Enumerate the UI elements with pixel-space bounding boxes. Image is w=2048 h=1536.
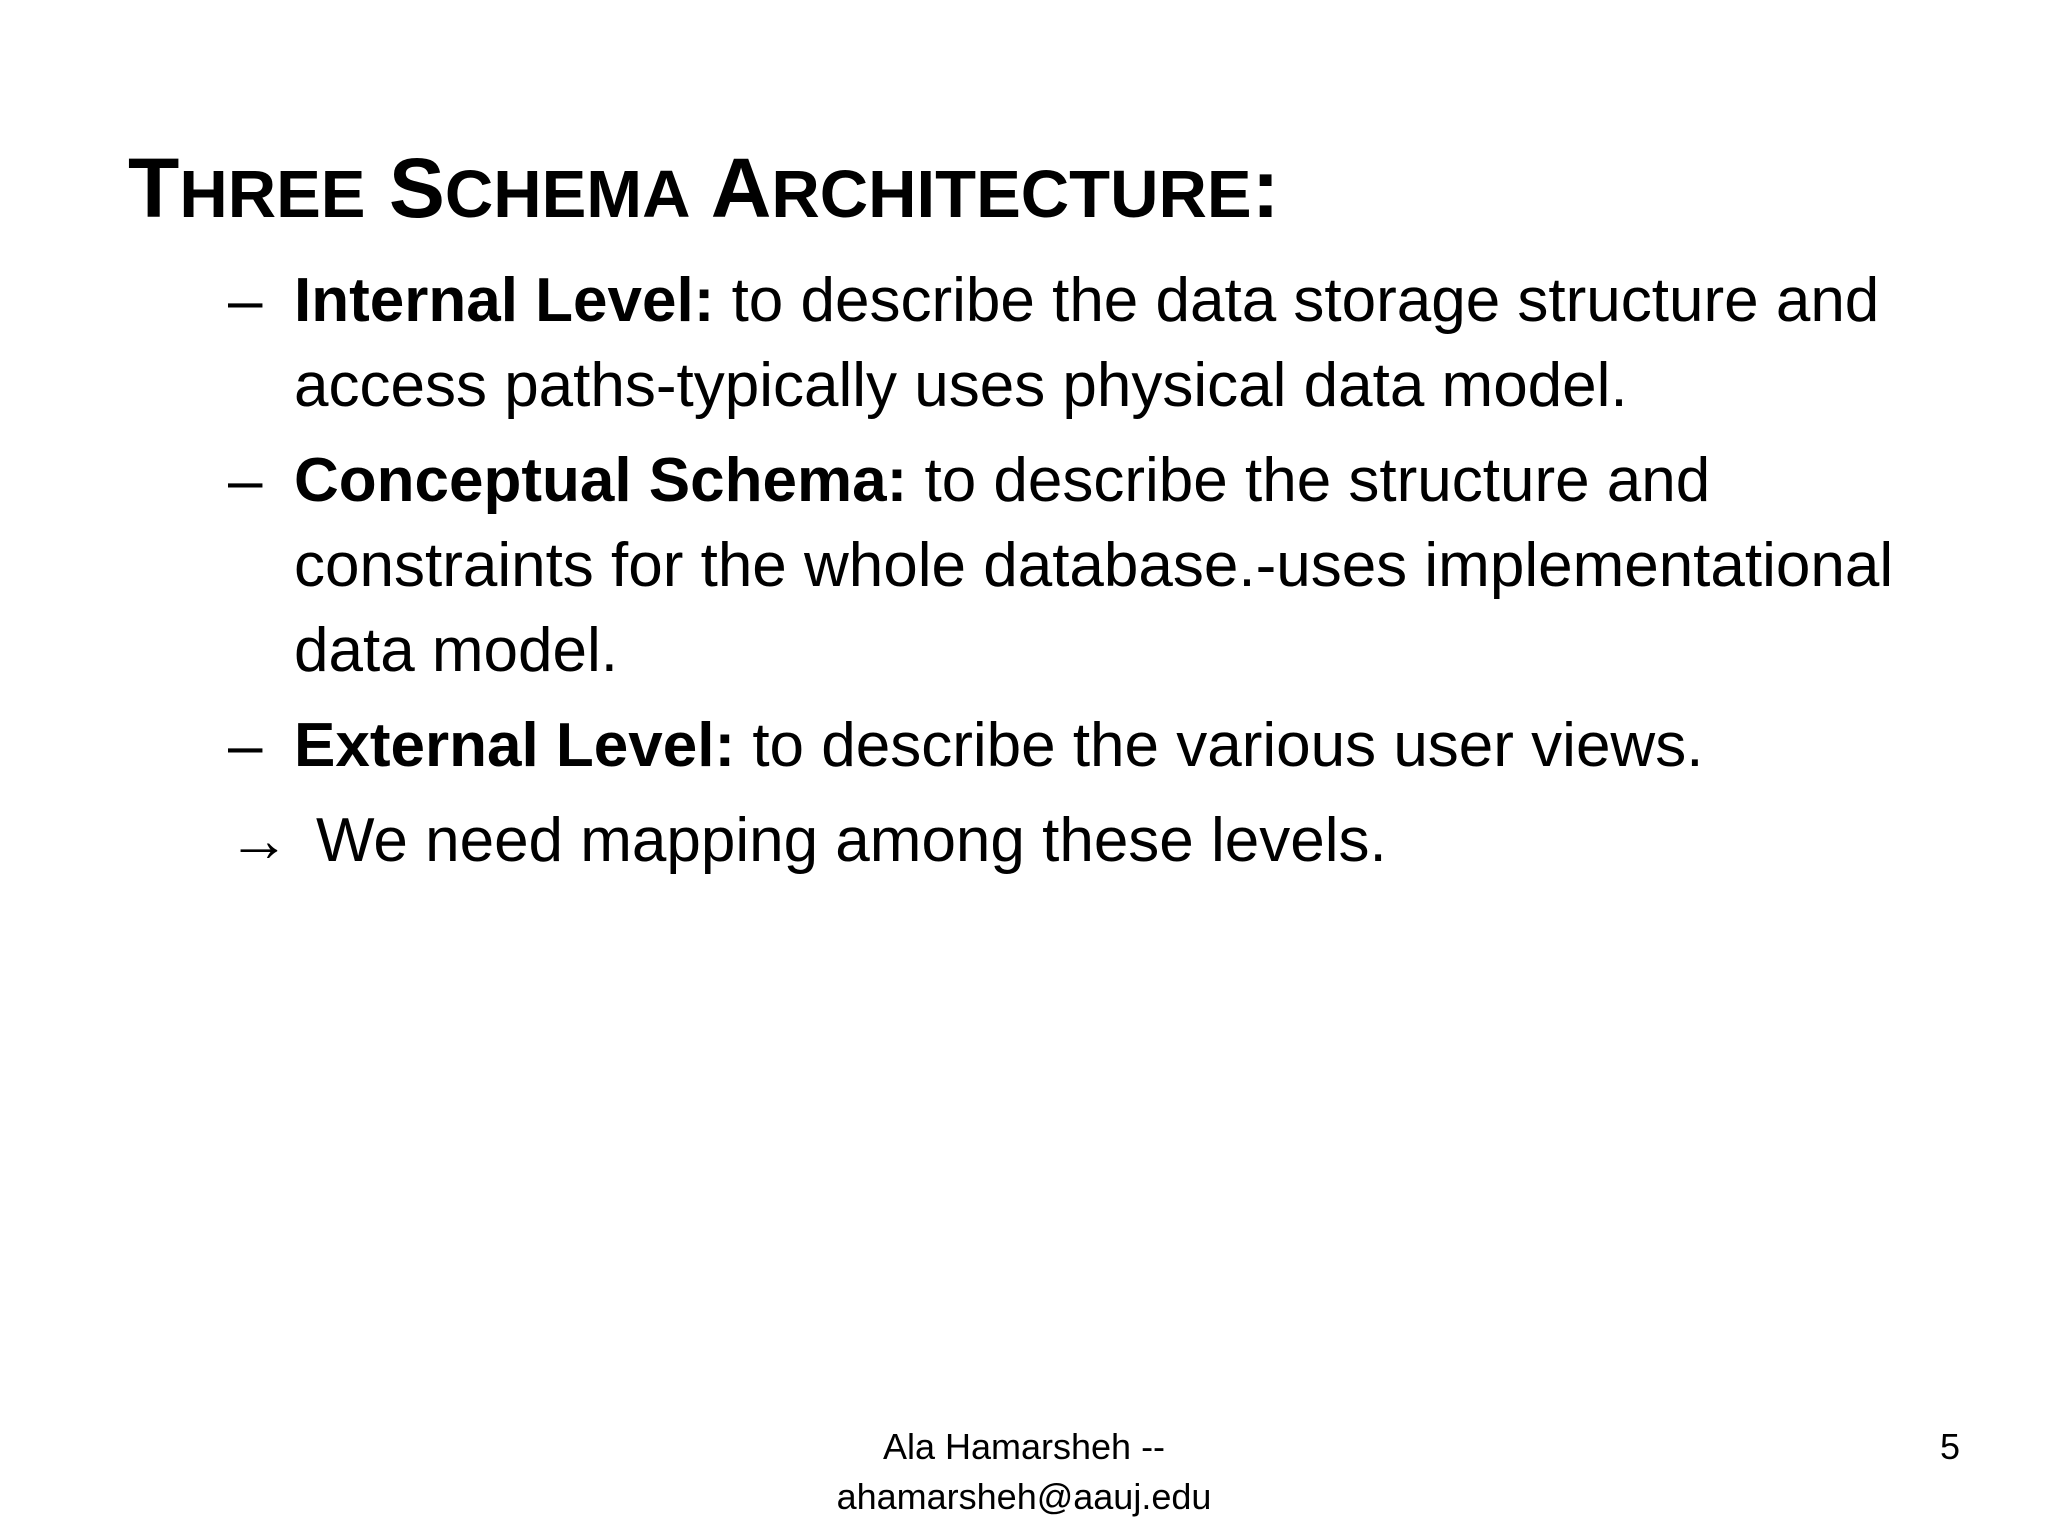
bullet-text: to describe the structure and constraints for the whole database.-uses implementational data model. xyxy=(294,446,1894,685)
title-part3-cap: A xyxy=(710,141,772,235)
bullet-text: to describe the data storage structure and access paths-typically uses physical data model. xyxy=(294,266,1880,420)
title-part1-rest: HREE xyxy=(179,157,366,232)
bullet-conceptual-schema xyxy=(228,438,1988,693)
page-number: 5 xyxy=(1939,1426,1960,1467)
bullet-text: to describe the various user views. xyxy=(735,711,1704,780)
bullet-term: External Level: xyxy=(294,711,736,780)
right-arrow-icon: → xyxy=(228,806,290,875)
bullet-term: Internal Level: xyxy=(294,266,715,335)
bullet-term: Conceptual Schema: xyxy=(294,446,908,515)
bullet-internal-level xyxy=(228,258,1988,428)
dash-marker: – xyxy=(228,266,263,335)
title-part1-cap: T xyxy=(128,141,180,235)
slide-title xyxy=(128,138,1280,245)
bullet-external-level xyxy=(228,703,1988,788)
bullet-list xyxy=(228,258,1988,883)
footer-author xyxy=(0,1422,2048,1522)
title-part2-rest: CHEMA xyxy=(444,157,691,232)
title-part3-rest: RCHITECTURE xyxy=(771,157,1252,232)
dash-marker: – xyxy=(228,446,263,515)
title-colon: : xyxy=(1251,141,1280,235)
note-text: We need mapping among these levels. xyxy=(316,806,1387,875)
footer-author-name: Ala Hamarsheh -- xyxy=(882,1426,1166,1467)
dash-marker: – xyxy=(228,711,263,780)
title-part2-cap: S xyxy=(388,141,445,235)
mapping-note xyxy=(228,798,1988,883)
footer-author-email: ahamarsheh@aauj.edu xyxy=(836,1476,1212,1517)
